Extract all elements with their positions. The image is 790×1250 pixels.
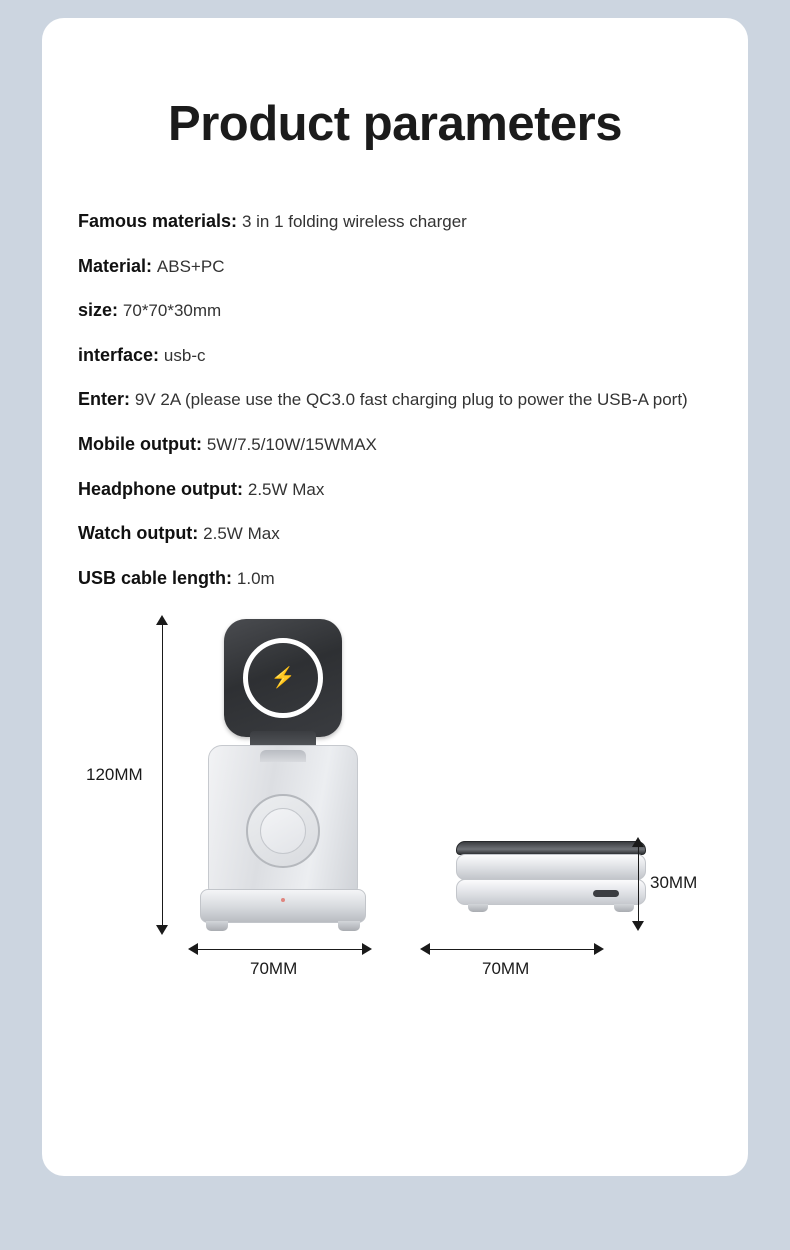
spec-row: [78, 211, 728, 233]
front-width-label: 70MM: [250, 959, 298, 979]
spec-label: USB cable length:: [78, 567, 233, 588]
spec-value: 3 in 1 folding wireless charger: [241, 212, 467, 231]
product-front-view: [188, 619, 378, 939]
front-height-label: 120MM: [86, 765, 143, 785]
spec-list: [42, 211, 748, 589]
base-foot-left: [206, 921, 228, 931]
spec-value: 2.5W Max: [247, 479, 325, 499]
side-height-label: 30MM: [650, 873, 698, 893]
arrow-cap-right: [594, 943, 604, 955]
spec-value: 5W/7.5/10W/15WMAX: [206, 434, 377, 454]
spec-value: 70*70*30mm: [122, 301, 222, 321]
side-width-label: 70MM: [482, 959, 530, 979]
spec-row: [78, 479, 728, 501]
spec-label: Headphone output:: [78, 478, 243, 499]
spec-label: Watch output:: [78, 523, 199, 544]
lightning-bolt-icon: ⚡: [270, 667, 296, 690]
spec-row: [78, 300, 728, 322]
spec-value: 1.0m: [236, 568, 275, 588]
side-foot-right: [614, 904, 634, 912]
side-height-arrow: [638, 847, 639, 921]
watch-stand-tab: [260, 750, 306, 762]
side-width-arrow: [430, 949, 594, 950]
spec-label: Mobile output:: [78, 433, 202, 454]
front-height-arrow: [162, 625, 163, 925]
arrow-cap-right: [362, 943, 372, 955]
spec-value: 9V 2A (please use the QC3.0 fast charging plug to power the USB-A port): [134, 390, 688, 410]
arrow-cap-left: [420, 943, 430, 955]
spec-label: size:: [78, 300, 119, 321]
base-foot-right: [338, 921, 360, 931]
spec-label: interface:: [78, 344, 160, 365]
spec-value: 2.5W Max: [203, 524, 280, 544]
arrow-cap-left: [188, 943, 198, 955]
spec-value: ABS+PC: [156, 256, 225, 276]
side-middle-layer: [456, 854, 646, 880]
side-puck-layer: [456, 841, 646, 855]
side-base-layer: [456, 879, 646, 905]
product-side-view: [456, 841, 646, 931]
side-foot-left: [468, 904, 488, 912]
spec-row: [78, 345, 728, 367]
product-spec-card: [42, 18, 748, 1176]
charger-base: [200, 889, 366, 923]
arrow-cap-bottom: [156, 925, 168, 935]
arrow-cap-top: [632, 837, 644, 847]
arrow-cap-top: [156, 615, 168, 625]
page-title: Product parameters: [168, 97, 622, 151]
watch-charging-pad: [246, 794, 320, 868]
led-indicator: [281, 898, 285, 902]
magnetic-puck: [224, 619, 342, 737]
front-width-arrow: [198, 949, 362, 950]
spec-label: Enter:: [78, 389, 131, 410]
spec-row: [78, 523, 728, 545]
spec-row: [78, 389, 728, 411]
spec-row: [78, 568, 728, 590]
spec-label: Material:: [78, 255, 153, 276]
dimension-diagram: [42, 619, 748, 1009]
spec-row: [78, 434, 728, 456]
usb-c-port: [593, 890, 619, 897]
spec-label: Famous materials:: [78, 211, 238, 231]
spec-row: [78, 256, 728, 278]
spec-value: usb-c: [163, 345, 206, 365]
arrow-cap-bottom: [632, 921, 644, 931]
charger-body: [208, 745, 358, 895]
